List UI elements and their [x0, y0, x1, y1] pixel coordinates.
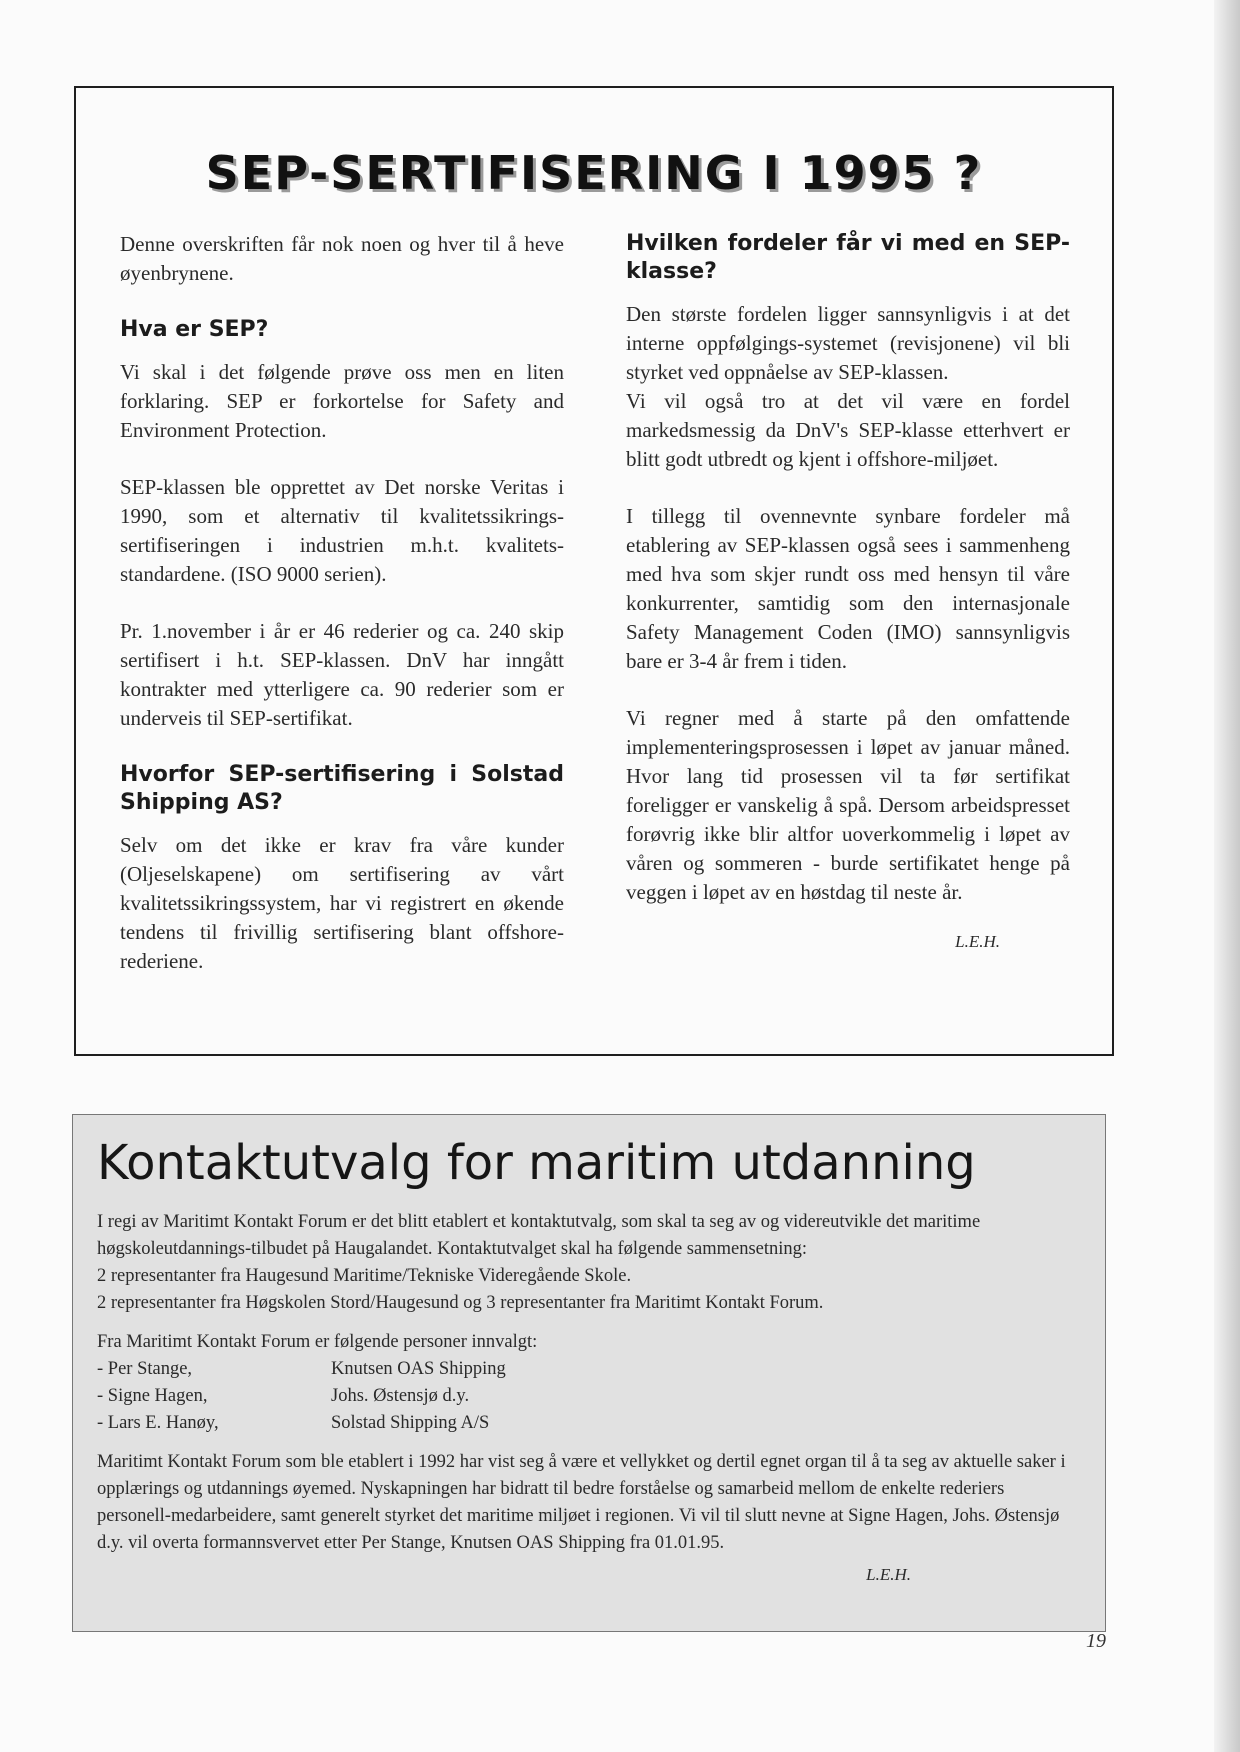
- paragraph-what-is-sep: Vi skal i det følgende prøve oss men en liten forklaring. SEP er forkortelse for Safety and Environment Protection.: [120, 360, 564, 442]
- member-company: Johs. Østensjø d.y.: [331, 1386, 470, 1406]
- member-list: [97, 1356, 1077, 1437]
- member-name: - Lars E. Hanøy,: [97, 1413, 219, 1433]
- paragraph-why-sep: Selv om det ikke er krav fra våre kunder (Oljeselskapene) om sertifisering av vårt kvalitetssikringssystem, har vi registrert en økende tendens til frivillig sertifisering blant offshore-rederiene.: [120, 833, 564, 973]
- heading-what-is-sep: Hva er SEP?: [120, 317, 269, 342]
- kontaktutvalg-signature: L.E.H.: [866, 1565, 911, 1584]
- page-number: 19: [1086, 1630, 1106, 1652]
- list-item: [97, 1410, 1077, 1437]
- sep-article-box: [74, 86, 1114, 1056]
- kontaktutvalg-paragraph-4: Fra Maritimt Kontakt Forum er følgende personer innvalgt:: [97, 1332, 538, 1352]
- member-name: - Signe Hagen,: [97, 1386, 208, 1406]
- member-company: Solstad Shipping A/S: [331, 1413, 490, 1433]
- kontaktutvalg-paragraph-5: Maritimt Kontakt Forum som ble etablert i 1992 har vist seg å være et vellykket og dertil egnet organ til å ta seg av aktuelle saker i opplærings og utdannings øyemed. Nyskapningen har bidratt til bedre forståelse og samarbeid mellom de enkelte rederiers personell-medarbeidere, samt generelt styrket det maritime miljøet i regionen. Vi vil til slutt nevne at Signe Hagen, Johs. Østensjø d.y. vil overta formannsvervet etter Per Stange, Knutsen OAS Shipping fra 01.01.95.: [97, 1452, 1066, 1553]
- paragraph-sep-history: SEP-klassen ble opprettet av Det norske Veritas i 1990, som et alternativ til kvalitetssikrings-sertifiseringen i industrien m.h.t. kvalitets-standardene. (ISO 9000 serien).: [120, 475, 564, 586]
- kontaktutvalg-paragraph-1: I regi av Maritimt Kontakt Forum er det blitt etablert et kontaktutvalg, som skal ta seg av og videreutvikle det maritime høgskoleutdannings-tilbudet på Haugalandet. Kontaktutvalget skal ha følgende sammensetning:: [97, 1212, 981, 1259]
- paragraph-sep-status: Pr. 1.november i år er 46 rederier og ca. 240 skip sertifisert i h.t. SEP-klassen. DnV har inngått kontrakter med ytterligere ca. 90 rederier som er underveis til SEP-sertifikat.: [120, 619, 564, 730]
- kontaktutvalg-article-box: [72, 1114, 1106, 1632]
- paragraph-benefit-2: Vi vil også tro at det vil være en fordel markedsmessig da DnV's SEP-klasse etterhvert er blitt godt utbredt og kjent i offshore-miljøet.: [626, 389, 1070, 471]
- kontaktutvalg-paragraph-2: 2 representanter fra Haugesund Maritime/Tekniske Videregående Skole.: [97, 1266, 632, 1286]
- paragraph-benefit-1: Den største fordelen ligger sannsynligvis i at det interne oppfølgings-systemet (revisjonene) vil bli styrket ved oppnåelse av SEP-klassen.: [626, 302, 1070, 384]
- list-item: [97, 1356, 1077, 1383]
- sep-article-right-column: [626, 230, 1070, 956]
- heading-benefits: Hvilken fordeler får vi med en SEP-klasse?: [626, 231, 1070, 284]
- sep-article-left-column: [120, 230, 564, 1004]
- page-edge-shadow: [1214, 0, 1240, 1752]
- sep-article-signature: L.E.H.: [955, 932, 1000, 951]
- member-name: - Per Stange,: [97, 1359, 193, 1379]
- paragraph-benefit-3: I tillegg til ovennevnte synbare fordeler må etablering av SEP-klassen også sees i sammenheng med hva som skjer rundt oss med hensyn til våre konkurrenter, samtidig som den internasjonale Safety Management Coden (IMO) sannsynligvis bare er 3-4 år frem i tiden.: [626, 504, 1070, 673]
- member-company: Knutsen OAS Shipping: [331, 1359, 506, 1379]
- sep-intro: Denne overskriften får nok noen og hver til å heve øyenbrynene.: [120, 232, 564, 285]
- heading-why-sep: Hvorfor SEP-sertifisering i Solstad Shipping AS?: [120, 762, 564, 815]
- list-item: [97, 1383, 1077, 1410]
- kontaktutvalg-title: Kontaktutvalg for maritim utdanning: [97, 1135, 976, 1191]
- kontaktutvalg-paragraph-3: 2 representanter fra Høgskolen Stord/Haugesund og 3 representanter fra Maritimt Kontakt Forum.: [97, 1293, 824, 1313]
- sep-article-title: SEP-SERTIFISERING I 1995 ?: [205, 146, 983, 200]
- paragraph-plan: Vi regner med å starte på den omfattende implementeringsprosessen i løpet av januar måned. Hvor lang tid prosessen vil ta før sertifikat foreligger er vanskelig å spå. Dersom arbeidspresset forøvrig ikke blir altfor uoverkommelig i løpet av våren og sommeren - burde sertifikatet henge på veggen i løpet av en høstdag til neste år.: [626, 706, 1070, 904]
